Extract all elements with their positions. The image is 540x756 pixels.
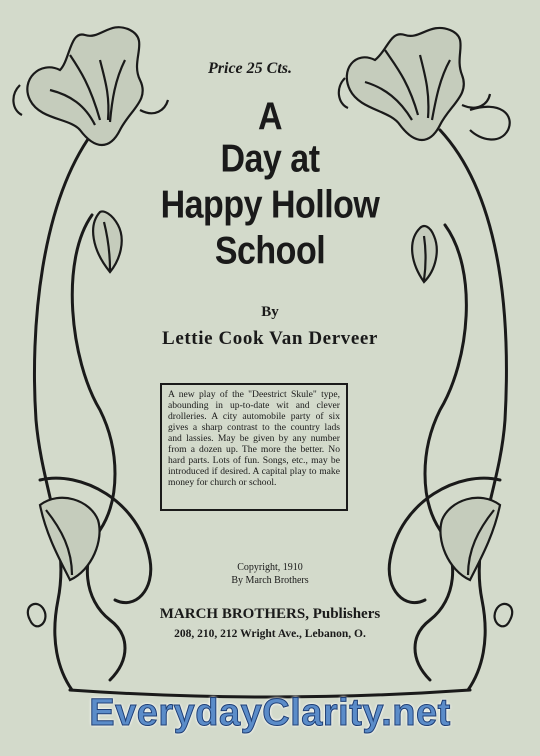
title-line-3: Happy Hollow: [160, 183, 380, 227]
watermark: EverydayClarity.net: [89, 692, 451, 734]
title-line-2: Day at: [220, 137, 320, 181]
copyright-line-2: By March Brothers: [231, 575, 309, 586]
price-label: Price 25 Cts.: [208, 60, 292, 77]
title-line-1: A: [257, 95, 283, 139]
copyright-notice: [170, 561, 370, 587]
byline: By: [261, 304, 279, 320]
publisher-address: 208, 210, 212 Wright Ave., Lebanon, O.: [174, 628, 366, 640]
author-name: Lettie Cook Van Derveer: [162, 328, 378, 349]
title-line-4: School: [214, 229, 326, 273]
publisher-name: MARCH BROTHERS, Publishers: [159, 606, 381, 622]
copyright-line-1: Copyright, 1910: [237, 562, 303, 573]
description-box: A new play of the "Deestrict Skule" type, abounding in up-to-date wit and clever drolleries. A city automobile party of six gives a sharp contrast to the country lads and lassies. May be given by any number from a dozen up. The more the better. No hard parts. Lots of fun. Songs, etc., may be introduced if desired. A capital play to make money for church or school.: [160, 383, 348, 511]
